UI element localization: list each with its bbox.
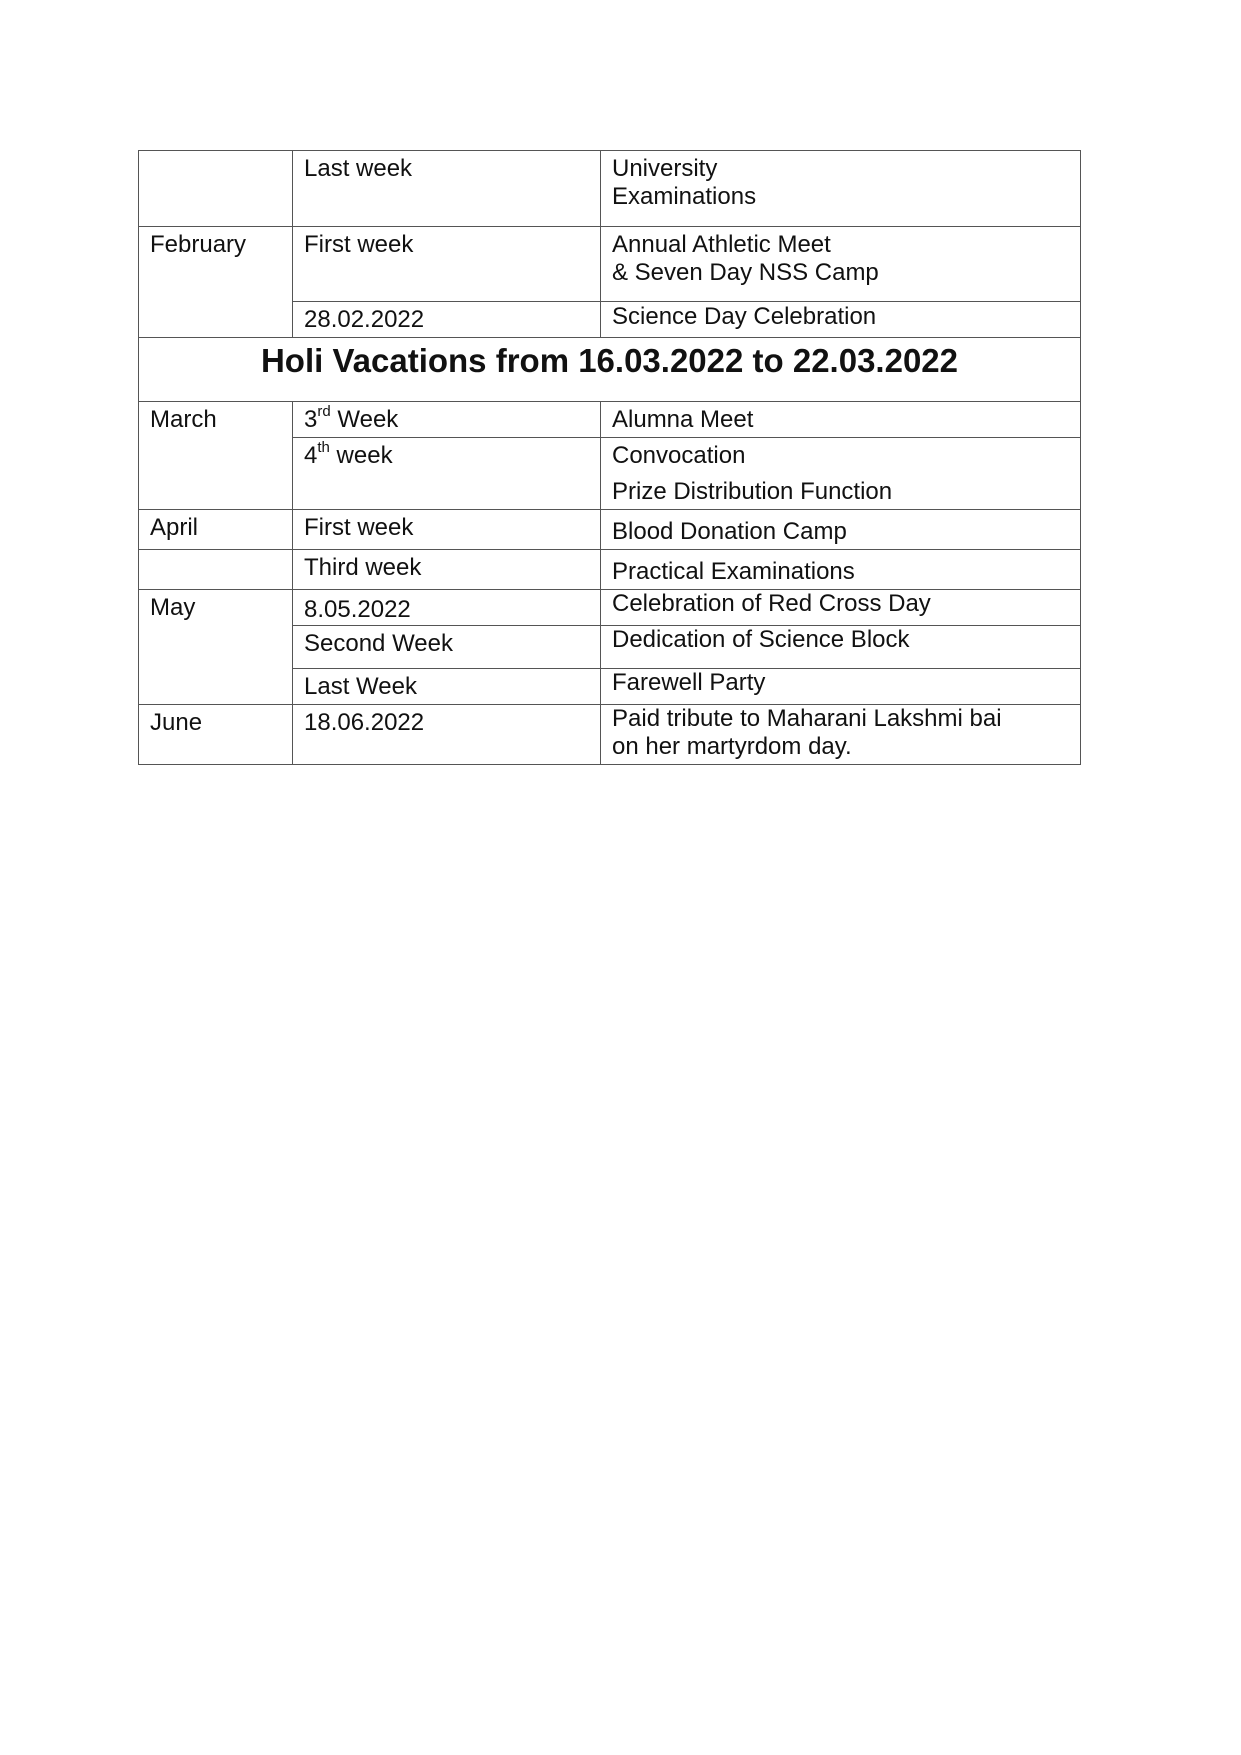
when-cell: Second Week — [293, 626, 601, 669]
when-cell — [293, 438, 601, 510]
event-cell — [601, 227, 1081, 302]
table-row — [139, 227, 1081, 302]
when-cell: Third week — [293, 550, 601, 590]
when-cell: First week — [293, 510, 601, 550]
event-line: University — [612, 155, 718, 182]
month-cell: February — [139, 227, 293, 338]
table-row — [139, 510, 1081, 550]
month-cell: March — [139, 402, 293, 510]
event-line: Annual Athletic Meet — [612, 231, 831, 258]
when-cell: 18.06.2022 — [293, 705, 601, 765]
when-number: 4 — [304, 442, 318, 469]
event-line: Prize Distribution Function — [612, 478, 893, 505]
table-row — [139, 550, 1081, 590]
event-line: Convocation — [612, 442, 746, 469]
table-row — [139, 590, 1081, 626]
ordinal-suffix: th — [317, 439, 330, 456]
events-schedule-table — [138, 150, 1081, 765]
event-cell: Science Day Celebration — [601, 302, 1081, 338]
when-cell: Last week — [293, 151, 601, 227]
event-line: on her martyrdom day. — [612, 733, 852, 760]
when-cell: 28.02.2022 — [293, 302, 601, 338]
when-number: 3 — [304, 406, 318, 433]
event-line: Examinations — [612, 183, 757, 210]
month-cell: June — [139, 705, 293, 765]
event-cell: Celebration of Red Cross Day — [601, 590, 1081, 626]
event-cell — [601, 438, 1081, 510]
ordinal-suffix: rd — [317, 403, 331, 420]
event-cell — [601, 705, 1081, 765]
event-cell: Dedication of Science Block — [601, 626, 1081, 669]
when-cell: Last Week — [293, 669, 601, 705]
table-row — [139, 151, 1081, 227]
holi-vacation-heading: Holi Vacations from 16.03.2022 to 22.03.2022 — [139, 338, 1081, 402]
event-cell: Practical Examinations — [601, 550, 1081, 590]
month-cell: May — [139, 590, 293, 705]
event-line: & Seven Day NSS Camp — [612, 259, 879, 286]
when-cell: First week — [293, 227, 601, 302]
table-row — [139, 402, 1081, 438]
when-cell — [293, 402, 601, 438]
when-rest: Week — [330, 406, 399, 433]
month-cell: April — [139, 510, 293, 550]
event-cell: Alumna Meet — [601, 402, 1081, 438]
event-cell: Farewell Party — [601, 669, 1081, 705]
event-cell — [601, 151, 1081, 227]
month-cell — [139, 550, 293, 590]
table-row — [139, 705, 1081, 765]
event-line: Paid tribute to Maharani Lakshmi bai — [612, 705, 1002, 732]
table-row — [139, 338, 1081, 402]
when-cell: 8.05.2022 — [293, 590, 601, 626]
when-rest: week — [329, 442, 393, 469]
event-cell: Blood Donation Camp — [601, 510, 1081, 550]
month-cell — [139, 151, 293, 227]
